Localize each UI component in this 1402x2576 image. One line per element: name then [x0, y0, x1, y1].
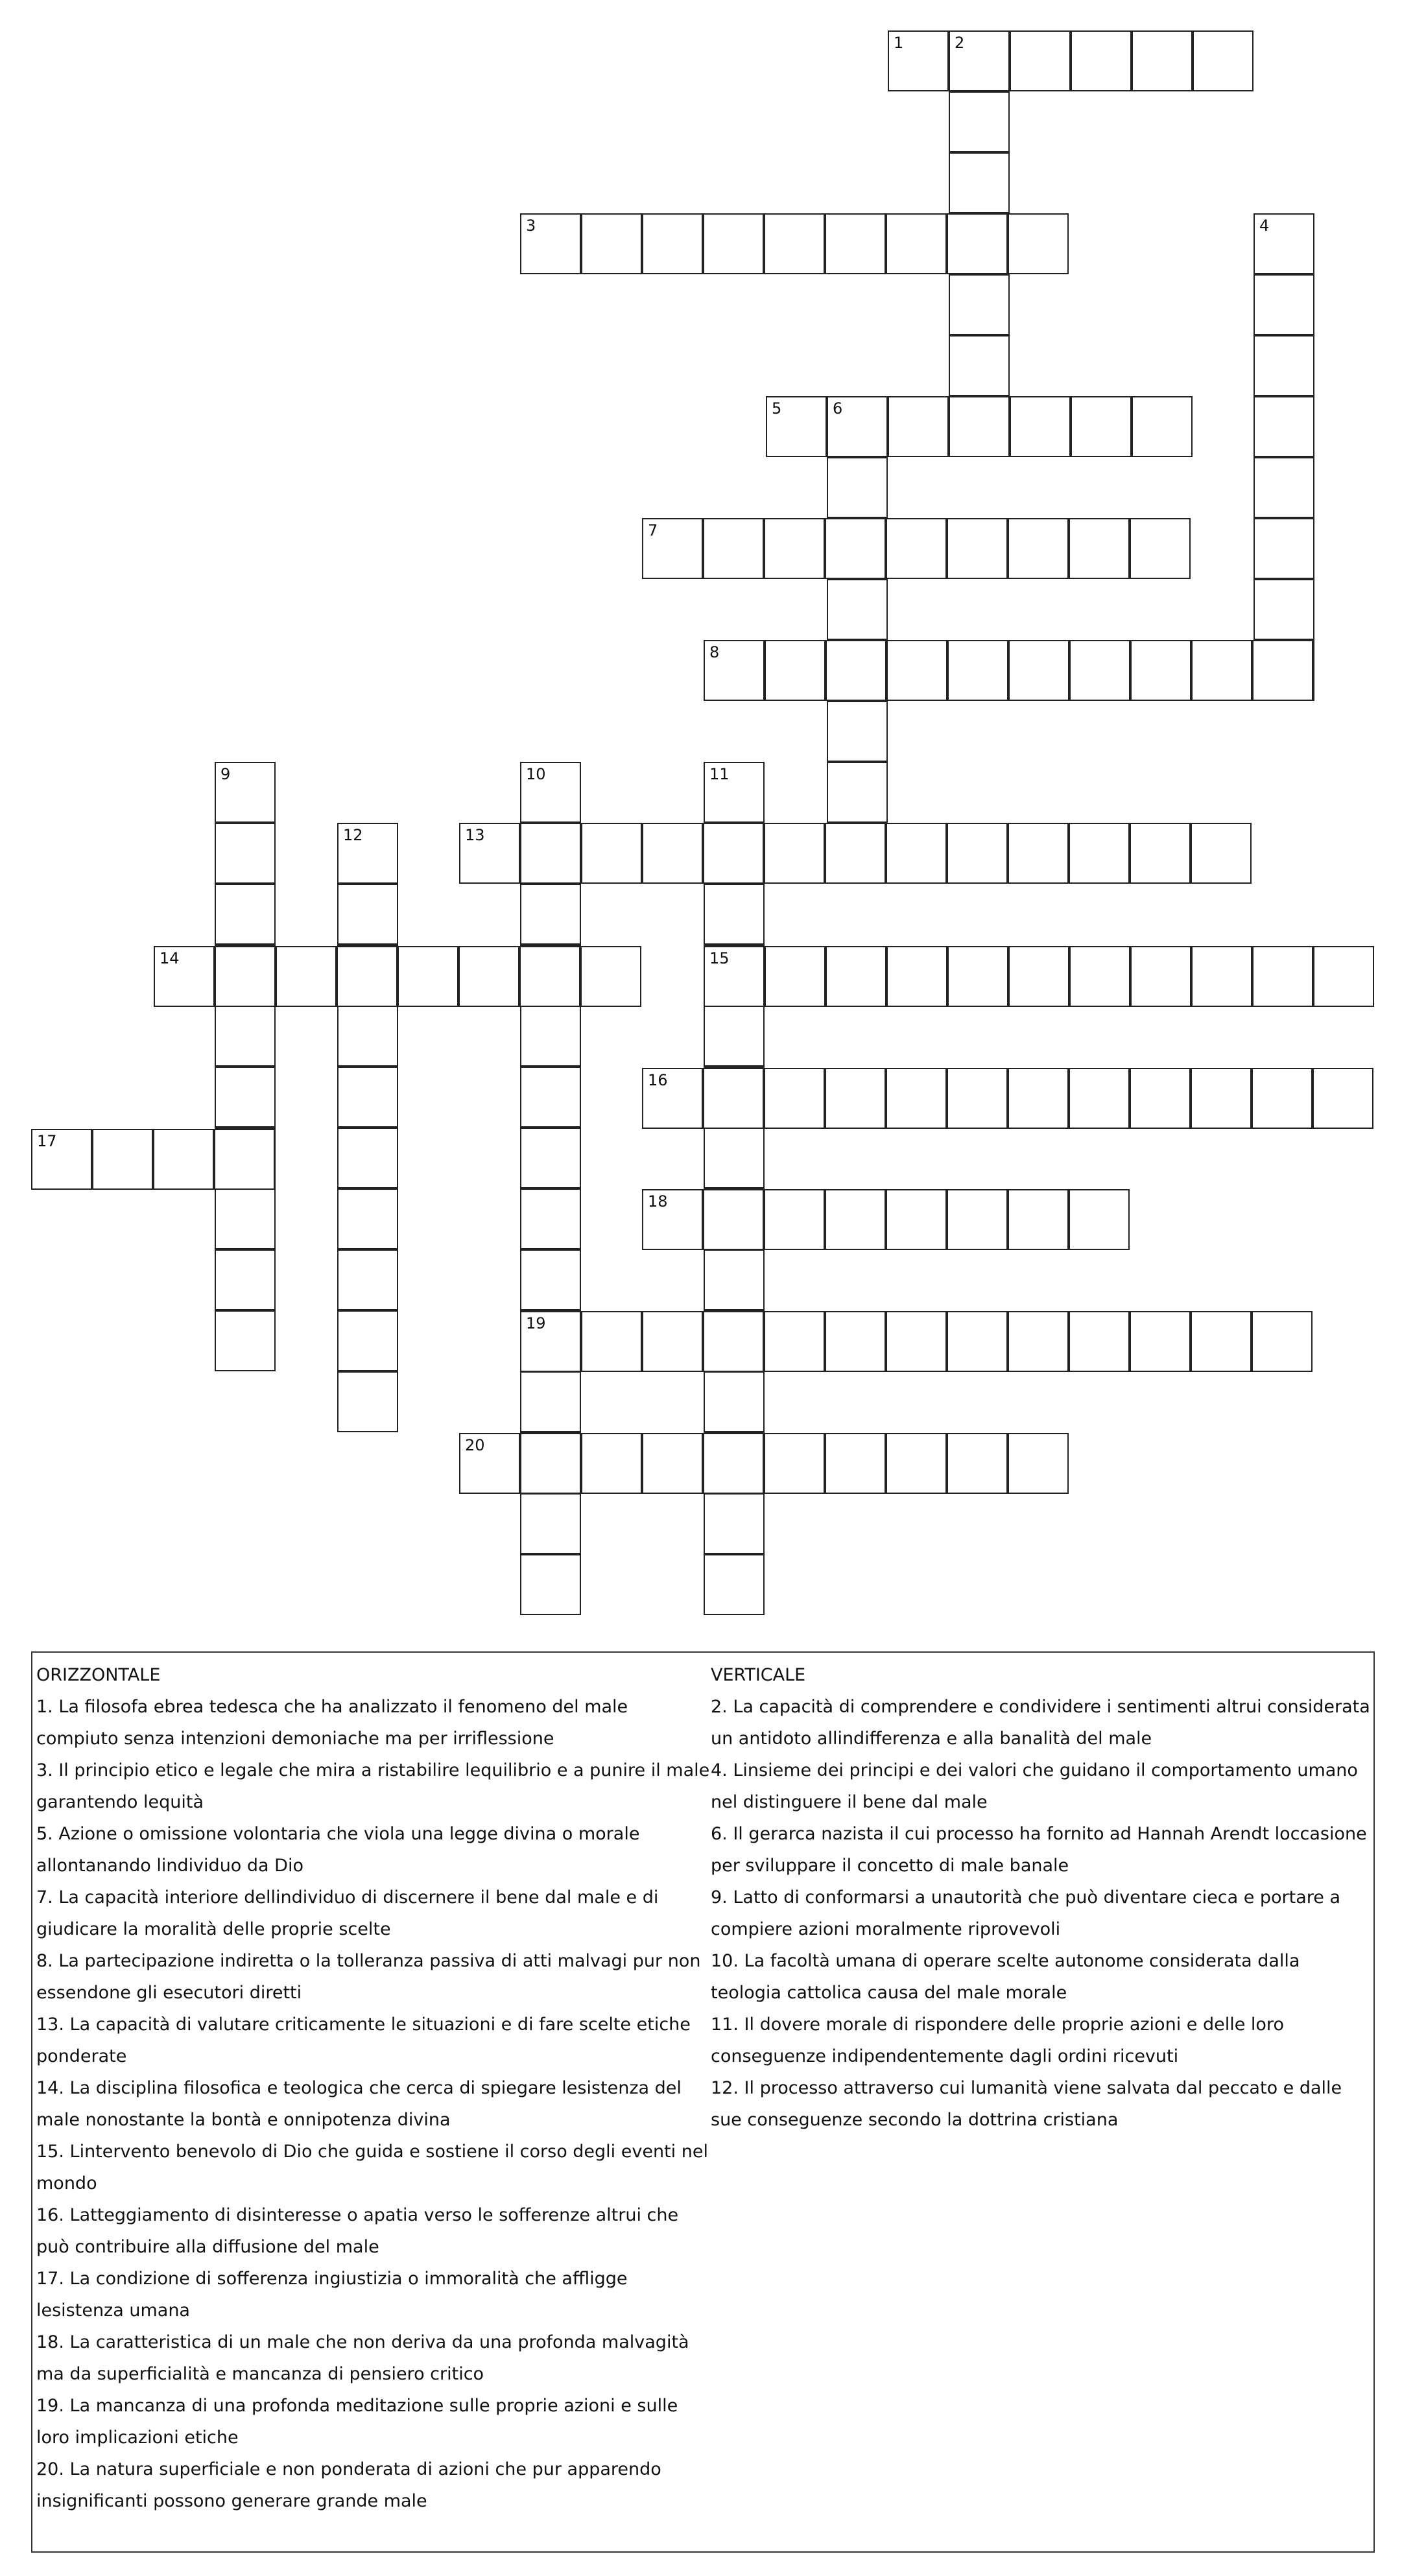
grid-cell-5[interactable] [766, 396, 827, 457]
grid-cell[interactable] [1130, 518, 1191, 579]
grid-cell[interactable] [1010, 30, 1071, 91]
clue-number: 20 [465, 1436, 485, 1454]
grid-cell[interactable] [581, 1311, 642, 1372]
grid-cell-19[interactable] [520, 1311, 581, 1372]
grid-cell-7[interactable] [642, 518, 703, 579]
grid-cell[interactable] [1193, 30, 1253, 91]
grid-cell-3[interactable] [520, 213, 581, 274]
grid-cell[interactable] [1252, 640, 1313, 701]
grid-cell-18[interactable] [642, 1189, 703, 1250]
grid-cell[interactable] [1253, 457, 1314, 518]
clue-number: 19 [526, 1314, 546, 1332]
grid-cell[interactable] [765, 640, 826, 701]
grid-cell[interactable] [947, 518, 1008, 579]
clue-number: 16 [648, 1071, 668, 1089]
clue-number: 12 [343, 826, 363, 844]
grid-cell[interactable] [1008, 518, 1069, 579]
grid-cell[interactable] [1069, 518, 1130, 579]
across-clue: 15. Lintervento benevolo di Dio che guida e sostiene il corso degli eventi nel mondo [36, 2142, 708, 2193]
grid-cell[interactable] [214, 1129, 275, 1190]
grid-cell[interactable] [1253, 518, 1314, 579]
clue-number: 1 [894, 34, 904, 52]
grid-cell[interactable] [704, 1493, 765, 1554]
grid-cell[interactable] [215, 1249, 276, 1310]
grid-cell[interactable] [642, 1433, 703, 1494]
grid-cell[interactable] [886, 213, 947, 274]
grid-cell[interactable] [886, 518, 947, 579]
grid-cell[interactable] [337, 1067, 398, 1128]
grid-cell[interactable] [215, 1006, 276, 1067]
across-clue: 14. La disciplina filosofica e teologica che cerca di spiegare lesistenza del male nonostante la bontà e onnipotenza divina [36, 2078, 682, 2130]
grid-cell[interactable] [337, 1128, 398, 1188]
grid-cell[interactable] [1191, 640, 1252, 701]
grid-cell[interactable] [1069, 1189, 1130, 1250]
grid-cell[interactable] [825, 1068, 886, 1129]
grid-cell[interactable] [703, 213, 764, 274]
grid-cell[interactable] [398, 946, 458, 1007]
grid-cell[interactable] [704, 1371, 765, 1432]
across-clue: 3. Il principio etico e legale che mira a ristabilire lequilibrio e a punire il male garantendo lequità [36, 1760, 710, 1812]
grid-cell[interactable] [949, 274, 1010, 335]
clue-number: 18 [648, 1192, 668, 1211]
grid-cell[interactable] [581, 213, 642, 274]
grid-cell[interactable] [1191, 823, 1252, 884]
grid-cell[interactable] [337, 1188, 398, 1249]
grid-cell[interactable] [1253, 396, 1314, 457]
grid-cell[interactable] [826, 946, 886, 1007]
clue-number: 13 [465, 826, 485, 844]
grid-cell[interactable] [1252, 1068, 1313, 1129]
clue-number: 17 [37, 1132, 57, 1150]
grid-cell[interactable] [276, 946, 337, 1007]
down-clue: 6. Il gerarca nazista il cui processo ha fornito ad Hannah Arendt loccasione per sviluppare il concetto di male banale [711, 1824, 1367, 1876]
grid-cell[interactable] [1313, 1068, 1373, 1129]
grid-cell[interactable] [1008, 213, 1069, 274]
clue-number: 9 [220, 765, 231, 783]
grid-cell-17[interactable] [31, 1129, 92, 1190]
grid-cell[interactable] [1008, 1311, 1069, 1372]
down-clue: 12. Il processo attraverso cui lumanità viene salvata dal peccato e dalle sue conseguenze secondo la dottrina cristiana [711, 2078, 1342, 2130]
grid-cell[interactable] [215, 1067, 276, 1128]
clue-number: 7 [648, 521, 658, 539]
grid-cell[interactable] [519, 946, 580, 1007]
down-clue: 10. La facoltà umana di operare scelte autonome considerata dalla teologia cattolica causa del male morale [711, 1951, 1300, 2003]
grid-cell[interactable] [1191, 946, 1252, 1007]
across-clue: 17. La condizione di sofferenza ingiustizia o immoralità che affligge lesistenza umana [36, 2269, 628, 2321]
clue-number: 8 [709, 643, 720, 661]
grid-cell-6[interactable] [827, 396, 888, 457]
across-clue: 16. Latteggiamento di disinteresse o apatia verso le sofferenze altrui che può contribuire alla diffusione del male [36, 2205, 679, 2257]
grid-cell[interactable] [826, 640, 886, 701]
clue-number: 5 [772, 399, 782, 418]
grid-cell[interactable] [949, 396, 1010, 457]
grid-cell[interactable] [827, 701, 888, 762]
grid-cell[interactable] [1132, 396, 1193, 457]
grid-cell[interactable] [704, 1006, 765, 1067]
grid-cell[interactable] [825, 1433, 886, 1494]
grid-cell[interactable] [1191, 1311, 1252, 1372]
grid-cell[interactable] [1130, 946, 1191, 1007]
grid-cell[interactable] [764, 518, 825, 579]
grid-cell[interactable] [581, 1433, 642, 1494]
grid-cell[interactable] [520, 1128, 581, 1188]
grid-cell[interactable] [703, 1433, 764, 1494]
grid-cell[interactable] [642, 213, 703, 274]
grid-cell[interactable] [337, 1006, 398, 1067]
grid-cell[interactable] [825, 213, 886, 274]
grid-cell-15[interactable] [704, 946, 765, 1007]
grid-cell[interactable] [337, 884, 398, 945]
grid-cell[interactable] [520, 1067, 581, 1128]
grid-cell[interactable] [825, 1189, 886, 1250]
grid-cell[interactable] [764, 1068, 825, 1129]
grid-cell-9[interactable] [215, 762, 276, 823]
clue-number: 10 [526, 765, 546, 783]
grid-cell[interactable] [704, 1249, 765, 1310]
down-clues [711, 1659, 1372, 2136]
grid-cell[interactable] [1130, 1068, 1191, 1129]
grid-cell[interactable] [703, 1311, 764, 1372]
grid-cell[interactable] [215, 884, 276, 945]
grid-cell-11[interactable] [704, 762, 765, 823]
grid-cell[interactable] [704, 1128, 765, 1188]
grid-cell[interactable] [764, 1433, 825, 1494]
grid-cell[interactable] [215, 1188, 276, 1249]
grid-cell[interactable] [1008, 946, 1069, 1007]
down-clue: 2. La capacità di comprendere e condividere i sentimenti altrui considerata un antidoto allindifferenza e alla banalità del male [711, 1697, 1370, 1749]
grid-cell[interactable] [337, 1249, 398, 1310]
grid-cell[interactable] [764, 1189, 825, 1250]
grid-cell[interactable] [703, 518, 764, 579]
grid-cell[interactable] [825, 823, 886, 884]
grid-cell[interactable] [765, 946, 826, 1007]
grid-cell[interactable] [1069, 823, 1130, 884]
down-title: VERTICALE [711, 1665, 806, 1685]
across-clue: 18. La caratteristica di un male che non deriva da una profonda malvagità ma da superficialità e mancanza di pensiero critico [36, 2332, 689, 2384]
grid-cell[interactable] [642, 1311, 703, 1372]
grid-cell[interactable] [888, 396, 949, 457]
grid-cell[interactable] [947, 946, 1008, 1007]
grid-cell[interactable] [520, 884, 581, 945]
grid-cell[interactable] [153, 1129, 214, 1190]
grid-cell-20[interactable] [459, 1433, 520, 1494]
grid-cell[interactable] [764, 823, 825, 884]
grid-cell[interactable] [827, 579, 888, 640]
grid-cell[interactable] [947, 1068, 1008, 1129]
grid-cell[interactable] [458, 946, 519, 1007]
grid-cell[interactable] [947, 213, 1008, 274]
grid-cell-2[interactable] [949, 30, 1010, 91]
across-clue: 5. Azione o omissione volontaria che viola una legge divina o morale allontanando lindividuo da Dio [36, 1824, 640, 1876]
grid-cell[interactable] [703, 1068, 764, 1129]
grid-cell[interactable] [1252, 1311, 1313, 1372]
clue-number: 2 [955, 34, 965, 52]
across-clue: 1. La filosofa ebrea tedesca che ha analizzato il fenomeno del male compiuto senza intenzioni demoniache ma per irriflessione [36, 1697, 628, 1749]
grid-cell[interactable] [337, 946, 398, 1007]
grid-cell[interactable] [1313, 946, 1374, 1007]
grid-cell[interactable] [949, 91, 1010, 152]
grid-cell[interactable] [1008, 823, 1069, 884]
across-clue: 13. La capacità di valutare criticamente le situazioni e di fare scelte etiche ponderate [36, 2015, 691, 2066]
grid-cell-4[interactable] [1253, 213, 1314, 274]
grid-cell[interactable] [520, 1249, 581, 1310]
grid-cell[interactable] [337, 1371, 398, 1432]
grid-cell[interactable] [1008, 1433, 1069, 1494]
grid-cell[interactable] [886, 823, 947, 884]
grid-cell[interactable] [92, 1129, 153, 1190]
grid-cell[interactable] [581, 823, 642, 884]
grid-cell[interactable] [1008, 1189, 1069, 1250]
grid-cell[interactable] [947, 823, 1008, 884]
across-clue: 8. La partecipazione indiretta o la tolleranza passiva di atti malvagi pur non essendone gli esecutori diretti [36, 1951, 701, 2003]
grid-cell[interactable] [1008, 640, 1069, 701]
down-clue: 11. Il dovere morale di rispondere delle proprie azioni e delle loro conseguenze indipendentemente dagli ordini ricevuti [711, 2015, 1284, 2066]
grid-cell-8[interactable] [704, 640, 765, 701]
clue-number: 15 [709, 949, 730, 967]
grid-cell[interactable] [886, 1068, 947, 1129]
grid-cell[interactable] [947, 640, 1008, 701]
grid-cell[interactable] [947, 1189, 1008, 1250]
grid-cell[interactable] [1130, 823, 1191, 884]
grid-cell[interactable] [886, 946, 947, 1007]
grid-cell[interactable] [703, 1189, 764, 1250]
grid-cell[interactable] [580, 946, 641, 1007]
down-clue: 9. Latto di conformarsi a unautorità che può diventare cieca e portare a compiere azioni moralmente riprovevoli [711, 1887, 1341, 1939]
clue-box [31, 1651, 1375, 2553]
grid-cell[interactable] [949, 152, 1010, 213]
grid-cell[interactable] [947, 1433, 1008, 1494]
grid-cell[interactable] [886, 1189, 947, 1250]
across-clues [36, 1659, 711, 2517]
grid-cell[interactable] [1130, 640, 1191, 701]
grid-cell[interactable] [1253, 579, 1314, 640]
grid-cell[interactable] [1253, 274, 1314, 335]
grid-cell[interactable] [1252, 946, 1313, 1007]
clue-number: 11 [709, 765, 730, 783]
grid-cell[interactable] [1130, 1311, 1191, 1372]
grid-cell[interactable] [825, 518, 886, 579]
grid-cell[interactable] [764, 1311, 825, 1372]
down-clue: 4. Linsieme dei principi e dei valori che guidano il comportamento umano nel distinguere il bene dal male [711, 1760, 1358, 1812]
grid-cell[interactable] [1191, 1068, 1252, 1129]
grid-cell[interactable] [825, 1311, 886, 1372]
grid-cell[interactable] [1069, 1068, 1130, 1129]
grid-cell[interactable] [886, 1311, 947, 1372]
clue-number: 4 [1259, 217, 1270, 235]
grid-cell[interactable] [827, 762, 888, 823]
grid-cell[interactable] [1069, 640, 1130, 701]
grid-cell[interactable] [703, 823, 764, 884]
across-clue: 20. La natura superficiale e non ponderata di azioni che pur apparendo insignificanti possono generare grande male [36, 2459, 661, 2511]
grid-cell[interactable] [215, 946, 276, 1007]
grid-cell[interactable] [1132, 30, 1193, 91]
grid-cell[interactable] [520, 1188, 581, 1249]
grid-cell[interactable] [1071, 396, 1132, 457]
clue-number: 3 [526, 217, 536, 235]
grid-cell[interactable] [642, 823, 703, 884]
grid-cell-12[interactable] [337, 823, 398, 884]
grid-cell-13[interactable] [459, 823, 520, 884]
grid-cell[interactable] [764, 213, 825, 274]
grid-cell[interactable] [704, 1554, 765, 1615]
grid-cell[interactable] [827, 457, 888, 518]
grid-cell-16[interactable] [642, 1068, 703, 1129]
grid-cell-1[interactable] [888, 30, 949, 91]
clue-number: 6 [833, 399, 843, 418]
grid-cell[interactable] [947, 1311, 1008, 1372]
across-clue: 7. La capacità interiore dellindividuo di discernere il bene dal male e di giudicare la moralità delle proprie scelte [36, 1887, 659, 1939]
across-clue: 19. La mancanza di una profonda meditazione sulle proprie azioni e sulle loro implicazioni etiche [36, 2396, 678, 2448]
grid-cell[interactable] [520, 1006, 581, 1067]
grid-cell[interactable] [1010, 396, 1071, 457]
clue-number: 14 [160, 949, 180, 967]
grid-cell[interactable] [215, 1310, 276, 1371]
grid-cell[interactable] [1008, 1068, 1069, 1129]
grid-cell[interactable] [1253, 335, 1314, 396]
grid-cell[interactable] [886, 640, 947, 701]
grid-cell[interactable] [520, 1433, 581, 1494]
grid-cell[interactable] [1071, 30, 1132, 91]
grid-cell[interactable] [520, 823, 581, 884]
grid-cell[interactable] [1069, 946, 1130, 1007]
grid-cell[interactable] [949, 335, 1010, 396]
grid-cell[interactable] [337, 1310, 398, 1371]
grid-cell[interactable] [215, 823, 276, 884]
grid-cell[interactable] [520, 1493, 581, 1554]
grid-cell[interactable] [520, 1371, 581, 1432]
grid-cell-10[interactable] [520, 762, 581, 823]
grid-cell[interactable] [704, 884, 765, 945]
across-title: ORIZZONTALE [36, 1665, 161, 1685]
grid-cell-14[interactable] [154, 946, 215, 1007]
grid-cell[interactable] [886, 1433, 947, 1494]
grid-cell[interactable] [520, 1554, 581, 1615]
grid-cell[interactable] [1069, 1311, 1130, 1372]
